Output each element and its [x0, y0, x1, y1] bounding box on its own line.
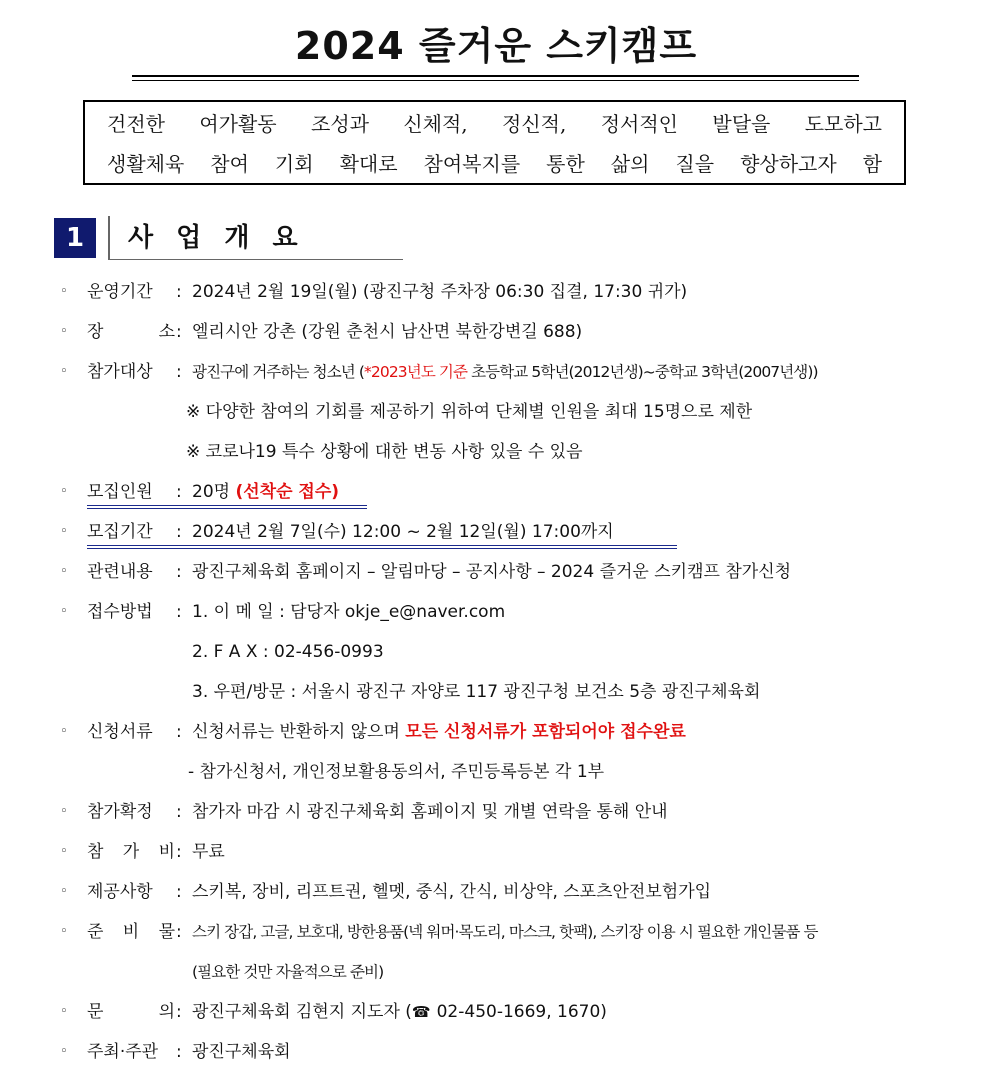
colon: : — [176, 1002, 182, 1022]
item-value: 2024년 2월 7일(수) 12:00 ~ 2월 12일(월) 17:00까지 — [192, 522, 614, 542]
underline — [87, 508, 367, 509]
bullet-icon: ◦ — [60, 1004, 68, 1019]
bullet-icon: ◦ — [60, 924, 68, 939]
bullet-icon: ◦ — [60, 324, 68, 339]
colon: : — [176, 842, 182, 862]
item-place — [0, 317, 992, 347]
colon: : — [176, 362, 182, 382]
method-fax: 2. F A X : 02-456-0993 — [192, 642, 384, 662]
method-fax-row — [0, 637, 992, 667]
target-note-2 — [0, 437, 992, 467]
first-come-note: (선착순 접수) — [235, 482, 340, 502]
note-text: ※ 코로나19 특수 상황에 대한 변동 사항 있을 수 있음 — [186, 442, 583, 462]
item-value — [192, 997, 607, 1027]
bullet-icon: ◦ — [60, 724, 68, 739]
item-fee — [0, 837, 992, 867]
item-value — [192, 717, 686, 747]
item-value: 무료 — [192, 842, 225, 862]
item-value: 스키 장갑, 고글, 보호대, 방한용품(넥 워머·목도리, 마스크, 핫팩), 스키장 이용 시 필요한 개인물품 등 — [192, 923, 818, 941]
section-divider — [108, 216, 110, 260]
purpose-box — [83, 100, 906, 185]
bullet-icon: ◦ — [60, 524, 68, 539]
colon: : — [176, 802, 182, 822]
bullet-icon: ◦ — [60, 804, 68, 819]
colon: : — [176, 882, 182, 902]
colon: : — [176, 482, 182, 502]
section-number: 1 — [54, 218, 96, 258]
item-label: 운영기간 — [87, 282, 153, 302]
colon: : — [176, 722, 182, 742]
prepare-sub-row — [0, 957, 992, 987]
item-prepare — [0, 917, 992, 947]
item-label: 제공사항 — [87, 882, 153, 902]
purpose-line-2: 생활체육 참여 기회 확대로 참여복지를 통한 삶의 질을 향상하고자 함 — [107, 152, 882, 176]
phone-icon: ☎ — [411, 1003, 431, 1021]
bullet-icon: ◦ — [60, 604, 68, 619]
target-value-suffix: 초등학교 5학년(2012년생)~중학교 3학년(2007년생)) — [467, 363, 818, 381]
documents-sub-row — [0, 757, 992, 787]
item-value: 광진구체육회 — [192, 1042, 291, 1062]
item-recruit-period — [0, 517, 992, 547]
item-method — [0, 597, 992, 627]
recruit-count-value: 20명 — [192, 482, 231, 502]
item-related — [0, 557, 992, 587]
prepare-note: (필요한 것만 자율적으로 준비) — [192, 963, 384, 981]
target-basis-note: *2023년도 기준 — [364, 363, 468, 381]
underline — [87, 505, 367, 506]
page-title: 2024 즐거운 스키캠프 — [294, 24, 698, 68]
underline — [87, 548, 677, 549]
target-value-prefix: 광진구에 거주하는 청소년 ( — [192, 363, 365, 381]
documents-required-note: 모든 신청서류가 포함되어야 접수완료 — [405, 722, 686, 742]
item-label: 문 의 — [87, 1002, 175, 1022]
item-value — [192, 477, 339, 507]
bullet-icon: ◦ — [60, 564, 68, 579]
item-value — [192, 357, 818, 387]
item-confirm — [0, 797, 992, 827]
item-target — [0, 357, 992, 387]
target-note-1 — [0, 397, 992, 427]
item-inquiry — [0, 997, 992, 1027]
method-mail: 3. 우편/방문 : 서울시 광진구 자양로 117 광진구청 보건소 5층 광진구체육회 — [192, 682, 761, 702]
title-rule — [132, 75, 859, 77]
documents-list: - 참가신청서, 개인정보활용동의서, 주민등록등본 각 1부 — [188, 762, 605, 782]
item-label: 모집인원 — [87, 482, 153, 502]
item-label: 관련내용 — [87, 562, 153, 582]
item-label: 참가대상 — [87, 362, 153, 382]
title-rule-thin — [132, 80, 859, 81]
item-recruit-count — [0, 477, 992, 507]
colon: : — [176, 322, 182, 342]
inquiry-contact: 광진구체육회 김현지 지도자 ( — [192, 1002, 412, 1022]
section-title: 사 업 개 요 — [128, 223, 305, 253]
inquiry-phone: 02-450-1669, 1670) — [436, 1002, 607, 1022]
item-value: 엘리시안 강촌 (강원 춘천시 남산면 북한강변길 688) — [192, 322, 583, 342]
underline — [87, 545, 677, 546]
item-provided — [0, 877, 992, 907]
bullet-icon: ◦ — [60, 1044, 68, 1059]
item-value: 참가자 마감 시 광진구체육회 홈페이지 및 개별 연락을 통해 안내 — [192, 802, 668, 822]
item-host — [0, 1037, 992, 1067]
bullet-icon: ◦ — [60, 844, 68, 859]
item-period — [0, 277, 992, 307]
item-value: 광진구체육회 홈페이지 – 알림마당 – 공지사항 – 2024 즐거운 스키캠프 참가신청 — [192, 562, 792, 582]
item-label: 접수방법 — [87, 602, 153, 622]
item-value: 2024년 2월 19일(월) (광진구청 주차장 06:30 집결, 17:30 귀가) — [192, 282, 688, 302]
item-value: 스키복, 장비, 리프트권, 헬멧, 중식, 간식, 비상약, 스포츠안전보험가입 — [192, 882, 712, 902]
item-label: 참 가 비 — [87, 842, 175, 862]
colon: : — [176, 922, 182, 942]
colon: : — [176, 562, 182, 582]
item-label: 준 비 물 — [87, 922, 175, 942]
note-text: ※ 다양한 참여의 기회를 제공하기 위하여 단체별 인원을 최대 15명으로 제한 — [186, 402, 753, 422]
item-label: 참가확정 — [87, 802, 153, 822]
bullet-icon: ◦ — [60, 484, 68, 499]
colon: : — [176, 282, 182, 302]
documents-value: 신청서류는 반환하지 않으며 — [192, 722, 406, 742]
purpose-line-1: 건전한 여가활동 조성과 신체적, 정신적, 정서적인 발달을 도모하고 — [107, 112, 882, 136]
item-label: 장 소 — [87, 322, 175, 342]
bullet-icon: ◦ — [60, 884, 68, 899]
section-underline — [108, 259, 403, 260]
bullet-icon: ◦ — [60, 284, 68, 299]
method-email: 1. 이 메 일 : 담당자 okje_e@naver.com — [192, 602, 506, 622]
colon: : — [176, 522, 182, 542]
method-mail-row — [0, 677, 992, 707]
item-label: 주최·주관 — [87, 1042, 159, 1062]
item-label: 모집기간 — [87, 522, 153, 542]
item-documents — [0, 717, 992, 747]
colon: : — [176, 1042, 182, 1062]
colon: : — [176, 602, 182, 622]
bullet-icon: ◦ — [60, 364, 68, 379]
item-label: 신청서류 — [87, 722, 153, 742]
